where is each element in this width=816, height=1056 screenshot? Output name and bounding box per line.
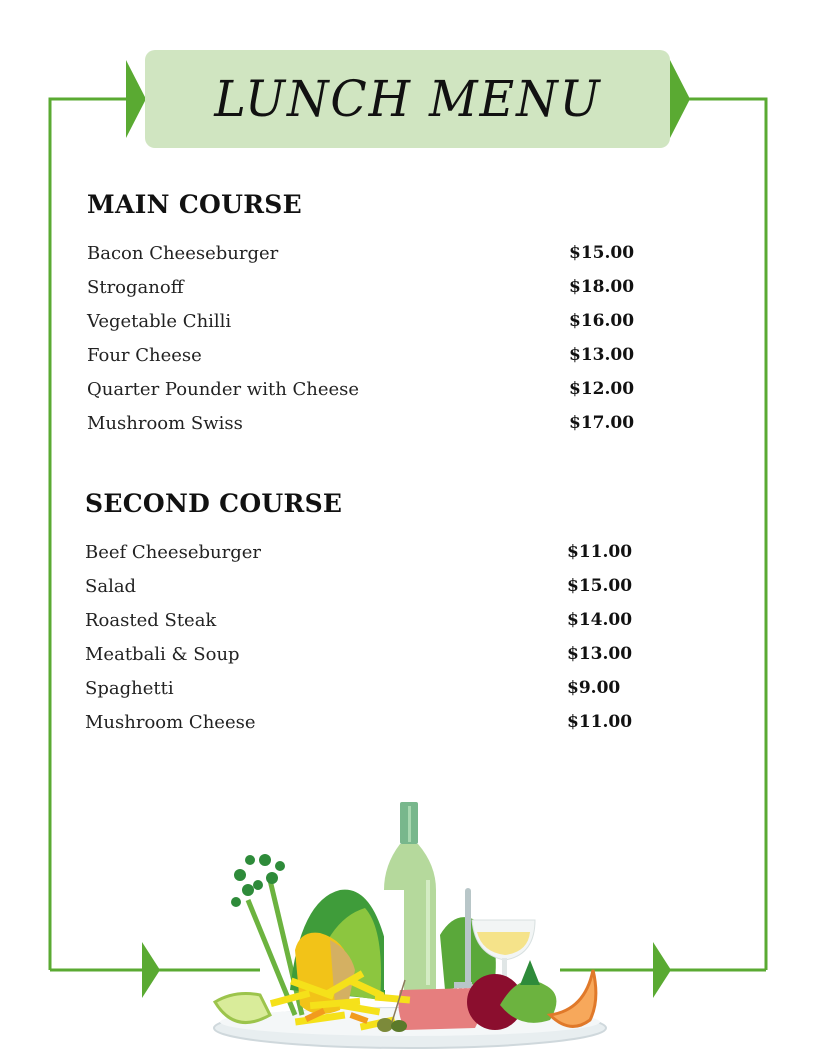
menu-item <box>87 277 647 311</box>
arrow-icon-bottom-right <box>653 942 671 998</box>
item-price: $11.00 <box>567 542 633 562</box>
item-name: Beef Cheeseburger <box>85 542 261 563</box>
menu-item <box>87 345 647 379</box>
menu-item <box>87 379 647 413</box>
item-price: $13.00 <box>569 345 635 365</box>
item-price: $11.00 <box>567 712 633 732</box>
menu-item <box>87 413 647 447</box>
item-price: $12.00 <box>569 379 635 399</box>
item-name: Bacon Cheeseburger <box>87 243 279 264</box>
item-price: $15.00 <box>567 576 633 596</box>
item-name: Four Cheese <box>87 345 202 366</box>
frame-line-right <box>686 99 766 970</box>
menu-item <box>85 576 645 610</box>
arrow-icon-bottom-left <box>142 942 160 998</box>
menu-item <box>85 678 645 712</box>
item-name: Roasted Steak <box>85 610 217 631</box>
item-name: Mushroom Swiss <box>87 413 243 434</box>
lime-slice-icon <box>215 994 270 1023</box>
item-price: $9.00 <box>567 678 621 698</box>
section-heading: SECOND COURSE <box>85 489 343 518</box>
arrow-icon-top-right <box>670 60 690 138</box>
item-name: Stroganoff <box>87 277 184 298</box>
menu-item <box>85 712 645 746</box>
item-name: Meatbali & Soup <box>85 644 240 665</box>
item-name: Spaghetti <box>85 678 174 699</box>
item-price: $14.00 <box>567 610 633 630</box>
item-name: Vegetable Chilli <box>87 311 232 332</box>
menu-item <box>85 610 645 644</box>
item-price: $15.00 <box>569 243 635 263</box>
menu-item <box>87 243 647 277</box>
ham-icon <box>398 988 480 1030</box>
menu-item <box>85 644 645 678</box>
item-price: $17.00 <box>569 413 635 433</box>
menu-item <box>85 542 645 576</box>
wine-bottle-icon <box>384 802 436 990</box>
food-platter-illustration <box>200 790 620 1056</box>
item-name: Mushroom Cheese <box>85 712 256 733</box>
item-name: Salad <box>85 576 137 597</box>
frame-line-left <box>50 99 130 970</box>
section-heading: MAIN COURSE <box>87 190 302 219</box>
item-name: Quarter Pounder with Cheese <box>87 379 360 400</box>
item-price: $18.00 <box>569 277 635 297</box>
orange-slice-icon <box>550 970 596 1026</box>
arrow-icon-top-left <box>126 60 146 138</box>
item-price: $13.00 <box>567 644 633 664</box>
menu-item <box>87 311 647 345</box>
item-price: $16.00 <box>569 311 635 331</box>
page-title: LUNCH MENU <box>213 70 602 128</box>
title-banner <box>145 50 670 148</box>
